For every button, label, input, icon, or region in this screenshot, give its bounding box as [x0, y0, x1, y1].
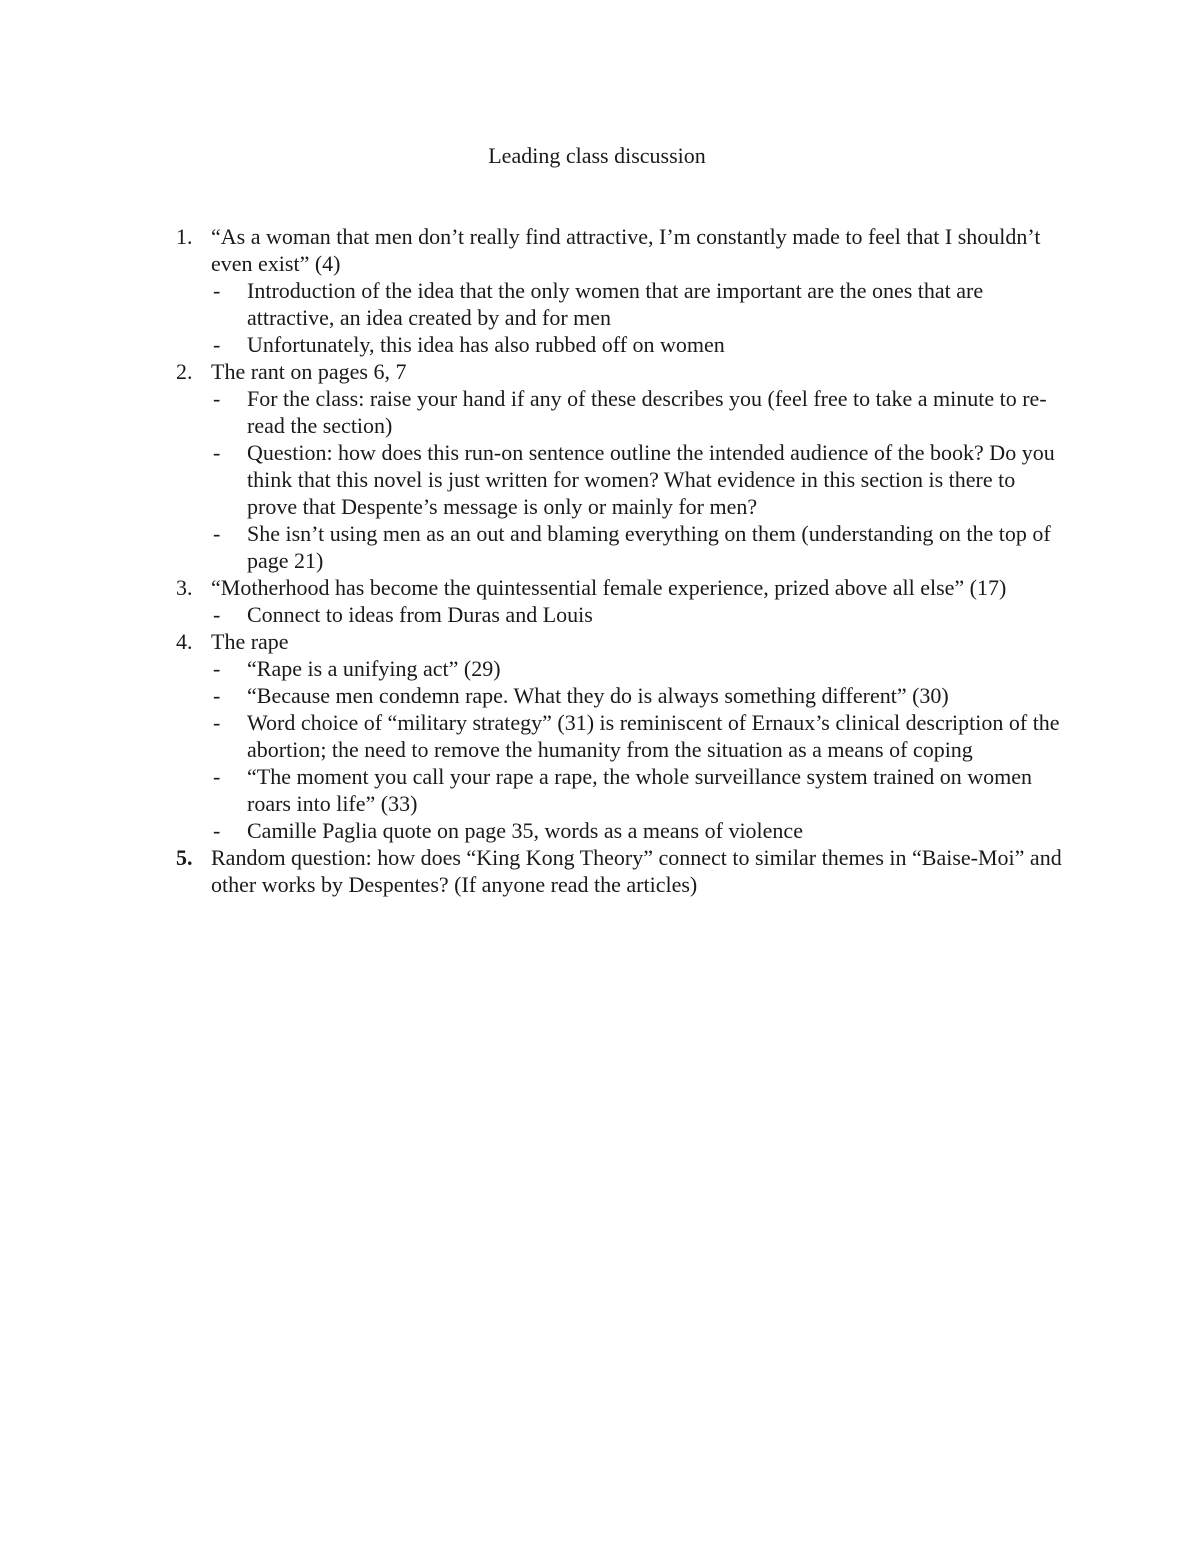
- sub-item: [211, 682, 1062, 709]
- sub-item-text: Word choice of “military strategy” (31) is reminiscent of Ernaux’s clinical description of the abortion; the need to remove the humanity from the situation as a means of coping: [247, 710, 1060, 762]
- sub-item: [211, 817, 1062, 844]
- dash-bullet: -: [213, 278, 221, 303]
- dash-bullet: -: [213, 521, 221, 546]
- sub-item: [211, 277, 1062, 331]
- sub-item-text: Question: how does this run-on sentence outline the intended audience of the book? Do you think that this novel is just written for women? What evidence in this section is there to prove that Despente’s message is only or mainly for men?: [247, 440, 1055, 519]
- list-item: [172, 223, 1062, 358]
- item-text: “As a woman that men don’t really find attractive, I’m constantly made to feel that I shouldn’t even exist” (4): [211, 224, 1041, 276]
- sub-item-text: For the class: raise your hand if any of these describes you (feel free to take a minute to re-read the section): [247, 386, 1047, 438]
- list-item: [172, 628, 1062, 844]
- item-text: Random question: how does “King Kong Theory” connect to similar themes in “Baise-Moi” and other works by Despentes? (If anyone read the articles): [211, 845, 1062, 897]
- sub-list: [211, 277, 1062, 358]
- item-text: The rant on pages 6, 7: [211, 359, 407, 384]
- sub-item: [211, 520, 1062, 574]
- discussion-outline: [172, 223, 1062, 898]
- sub-item: [211, 601, 1062, 628]
- list-item: [172, 844, 1062, 898]
- sub-item: [211, 709, 1062, 763]
- dash-bullet: -: [213, 764, 221, 789]
- sub-list: [211, 601, 1062, 628]
- list-item: [172, 574, 1062, 628]
- item-text: The rape: [211, 629, 289, 654]
- sub-list: [211, 655, 1062, 844]
- item-number: 4.: [176, 629, 193, 654]
- sub-item-text: Camille Paglia quote on page 35, words as a means of violence: [247, 818, 803, 843]
- sub-item: [211, 655, 1062, 682]
- sub-item-text: “The moment you call your rape a rape, the whole surveillance system trained on women roars into life” (33): [247, 764, 1033, 816]
- sub-item: [211, 439, 1062, 520]
- sub-item-text: “Because men condemn rape. What they do is always something different” (30): [247, 683, 949, 708]
- dash-bullet: -: [213, 818, 221, 843]
- dash-bullet: -: [213, 386, 221, 411]
- sub-item-text: Introduction of the idea that the only women that are important are the ones that are attractive, an idea created by and for men: [247, 278, 984, 330]
- dash-bullet: -: [213, 440, 221, 465]
- dash-bullet: -: [213, 332, 221, 357]
- item-number: 1.: [176, 224, 193, 249]
- sub-list: [211, 385, 1062, 574]
- sub-item-text: She isn’t using men as an out and blaming everything on them (understanding on the top of page 21): [247, 521, 1051, 573]
- item-text: “Motherhood has become the quintessential female experience, prized above all else” (17): [211, 575, 1007, 600]
- sub-item-text: “Rape is a unifying act” (29): [247, 656, 501, 681]
- sub-item-text: Connect to ideas from Duras and Louis: [247, 602, 593, 627]
- dash-bullet: -: [213, 683, 221, 708]
- dash-bullet: -: [213, 602, 221, 627]
- list-item: [172, 358, 1062, 574]
- dash-bullet: -: [213, 710, 221, 735]
- sub-item-text: Unfortunately, this idea has also rubbed off on women: [247, 332, 725, 357]
- item-number: 5.: [176, 845, 193, 870]
- item-number: 3.: [176, 575, 193, 600]
- sub-item: [211, 331, 1062, 358]
- sub-item: [211, 763, 1062, 817]
- item-number: 2.: [176, 359, 193, 384]
- document-title: Leading class discussion: [488, 143, 706, 168]
- dash-bullet: -: [213, 656, 221, 681]
- sub-item: [211, 385, 1062, 439]
